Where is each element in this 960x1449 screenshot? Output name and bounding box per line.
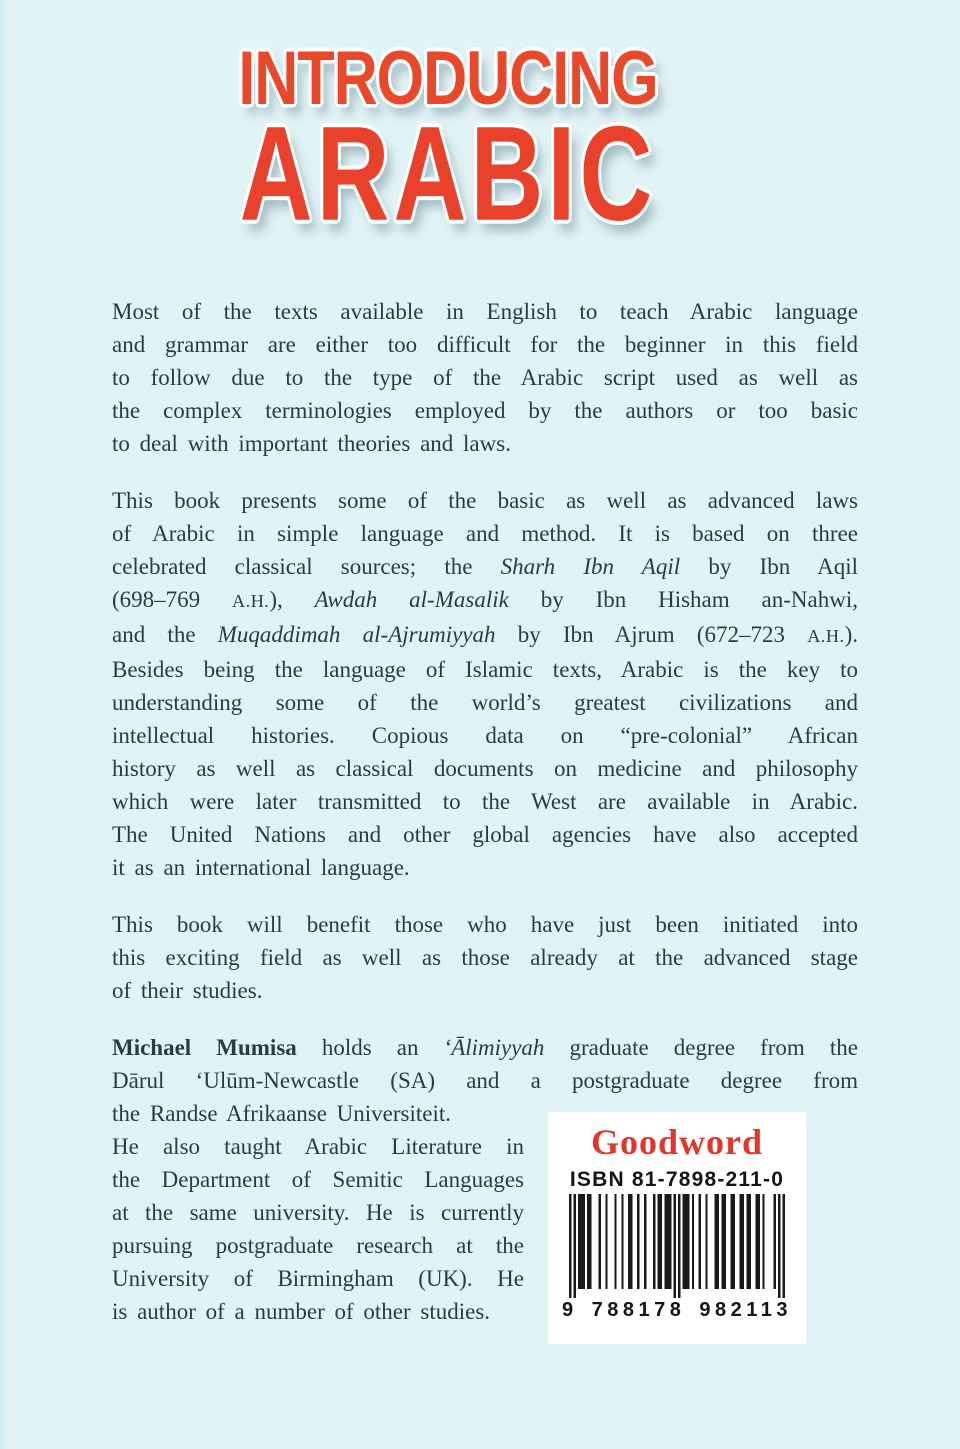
text-line: the Department of Semitic Languages	[112, 1167, 524, 1192]
text-line: celebrated classical sources; the Sharh Ibn Aqil by Ibn Aqil	[112, 554, 859, 579]
text-line: pursuing postgraduate research at the	[112, 1233, 524, 1258]
author-bio-continued	[112, 1130, 524, 1328]
text-line: which were later transmitted to the West are available in Arabic.	[112, 789, 858, 814]
text-line: The United Nations and other global agencies have also accepted	[112, 822, 858, 847]
book-title-line1: INTRODUCING	[238, 35, 658, 120]
text-line: at the same university. He is currently	[112, 1200, 524, 1225]
text-line: to deal with important theories and laws.	[112, 431, 511, 456]
paragraph-audience	[112, 908, 858, 1007]
text-line: He also taught Arabic Literature in	[112, 1134, 524, 1159]
text-line: (698–769 A.H.), Awdah al-Masalik by Ibn Hisham an-Nahwi,	[112, 587, 858, 612]
text-line: it as an international language.	[112, 855, 410, 880]
text-line: is author of a number of other studies.	[112, 1299, 491, 1324]
barcode-digits: 9 788178 982113	[561, 1299, 793, 1321]
text-line: of their studies.	[112, 978, 263, 1003]
text-line: intellectual histories. Copious data on “pre-colonial” African	[112, 723, 858, 748]
text-line: Besides being the language of Islamic texts, Arabic is the key to	[112, 657, 858, 682]
isbn-number: ISBN 81-7898-211-0	[569, 1168, 785, 1191]
text-line: understanding some of the world’s greatest civilizations and	[112, 690, 858, 715]
text-line: This book will benefit those who have just been initiated into	[112, 912, 858, 937]
text-line: and the Muqaddimah al-Ajrumiyyah by Ibn Ajrum (672–723 A.H.).	[112, 622, 858, 647]
text-line: Dārul ‘Ulūm-Newcastle (SA) and a postgraduate degree from	[112, 1068, 858, 1093]
text-line: Most of the texts available in English to teach Arabic language	[112, 299, 858, 324]
paragraph-overview	[112, 295, 858, 460]
text-line: of Arabic in simple language and method. It is based on three	[112, 521, 858, 546]
book-title-line2: ARABIC	[239, 100, 657, 249]
text-line: the complex terminologies employed by the authors or too basic	[112, 398, 858, 423]
barcode-icon	[569, 1194, 785, 1298]
text-line: Michael Mumisa holds an ‘Ālimiyyah graduate degree from the	[112, 1035, 858, 1060]
isbn-panel	[548, 1112, 806, 1344]
text-line: University of Birmingham (UK). He	[112, 1266, 524, 1291]
paragraph-description	[112, 484, 858, 884]
text-line: history as well as classical documents on medicine and philosophy	[112, 756, 858, 781]
text-line: this exciting field as well as those already at the advanced stage	[112, 945, 858, 970]
text-line: the Randse Afrikaanse Universiteit.	[112, 1101, 452, 1126]
text-line: This book presents some of the basic as well as advanced laws	[112, 488, 858, 513]
text-line: and grammar are either too difficult for the beginner in this field	[112, 332, 858, 357]
book-title	[0, 0, 928, 249]
text-line: to follow due to the type of the Arabic script used as well as	[112, 365, 858, 390]
publisher-logo: Goodword	[590, 1122, 764, 1162]
